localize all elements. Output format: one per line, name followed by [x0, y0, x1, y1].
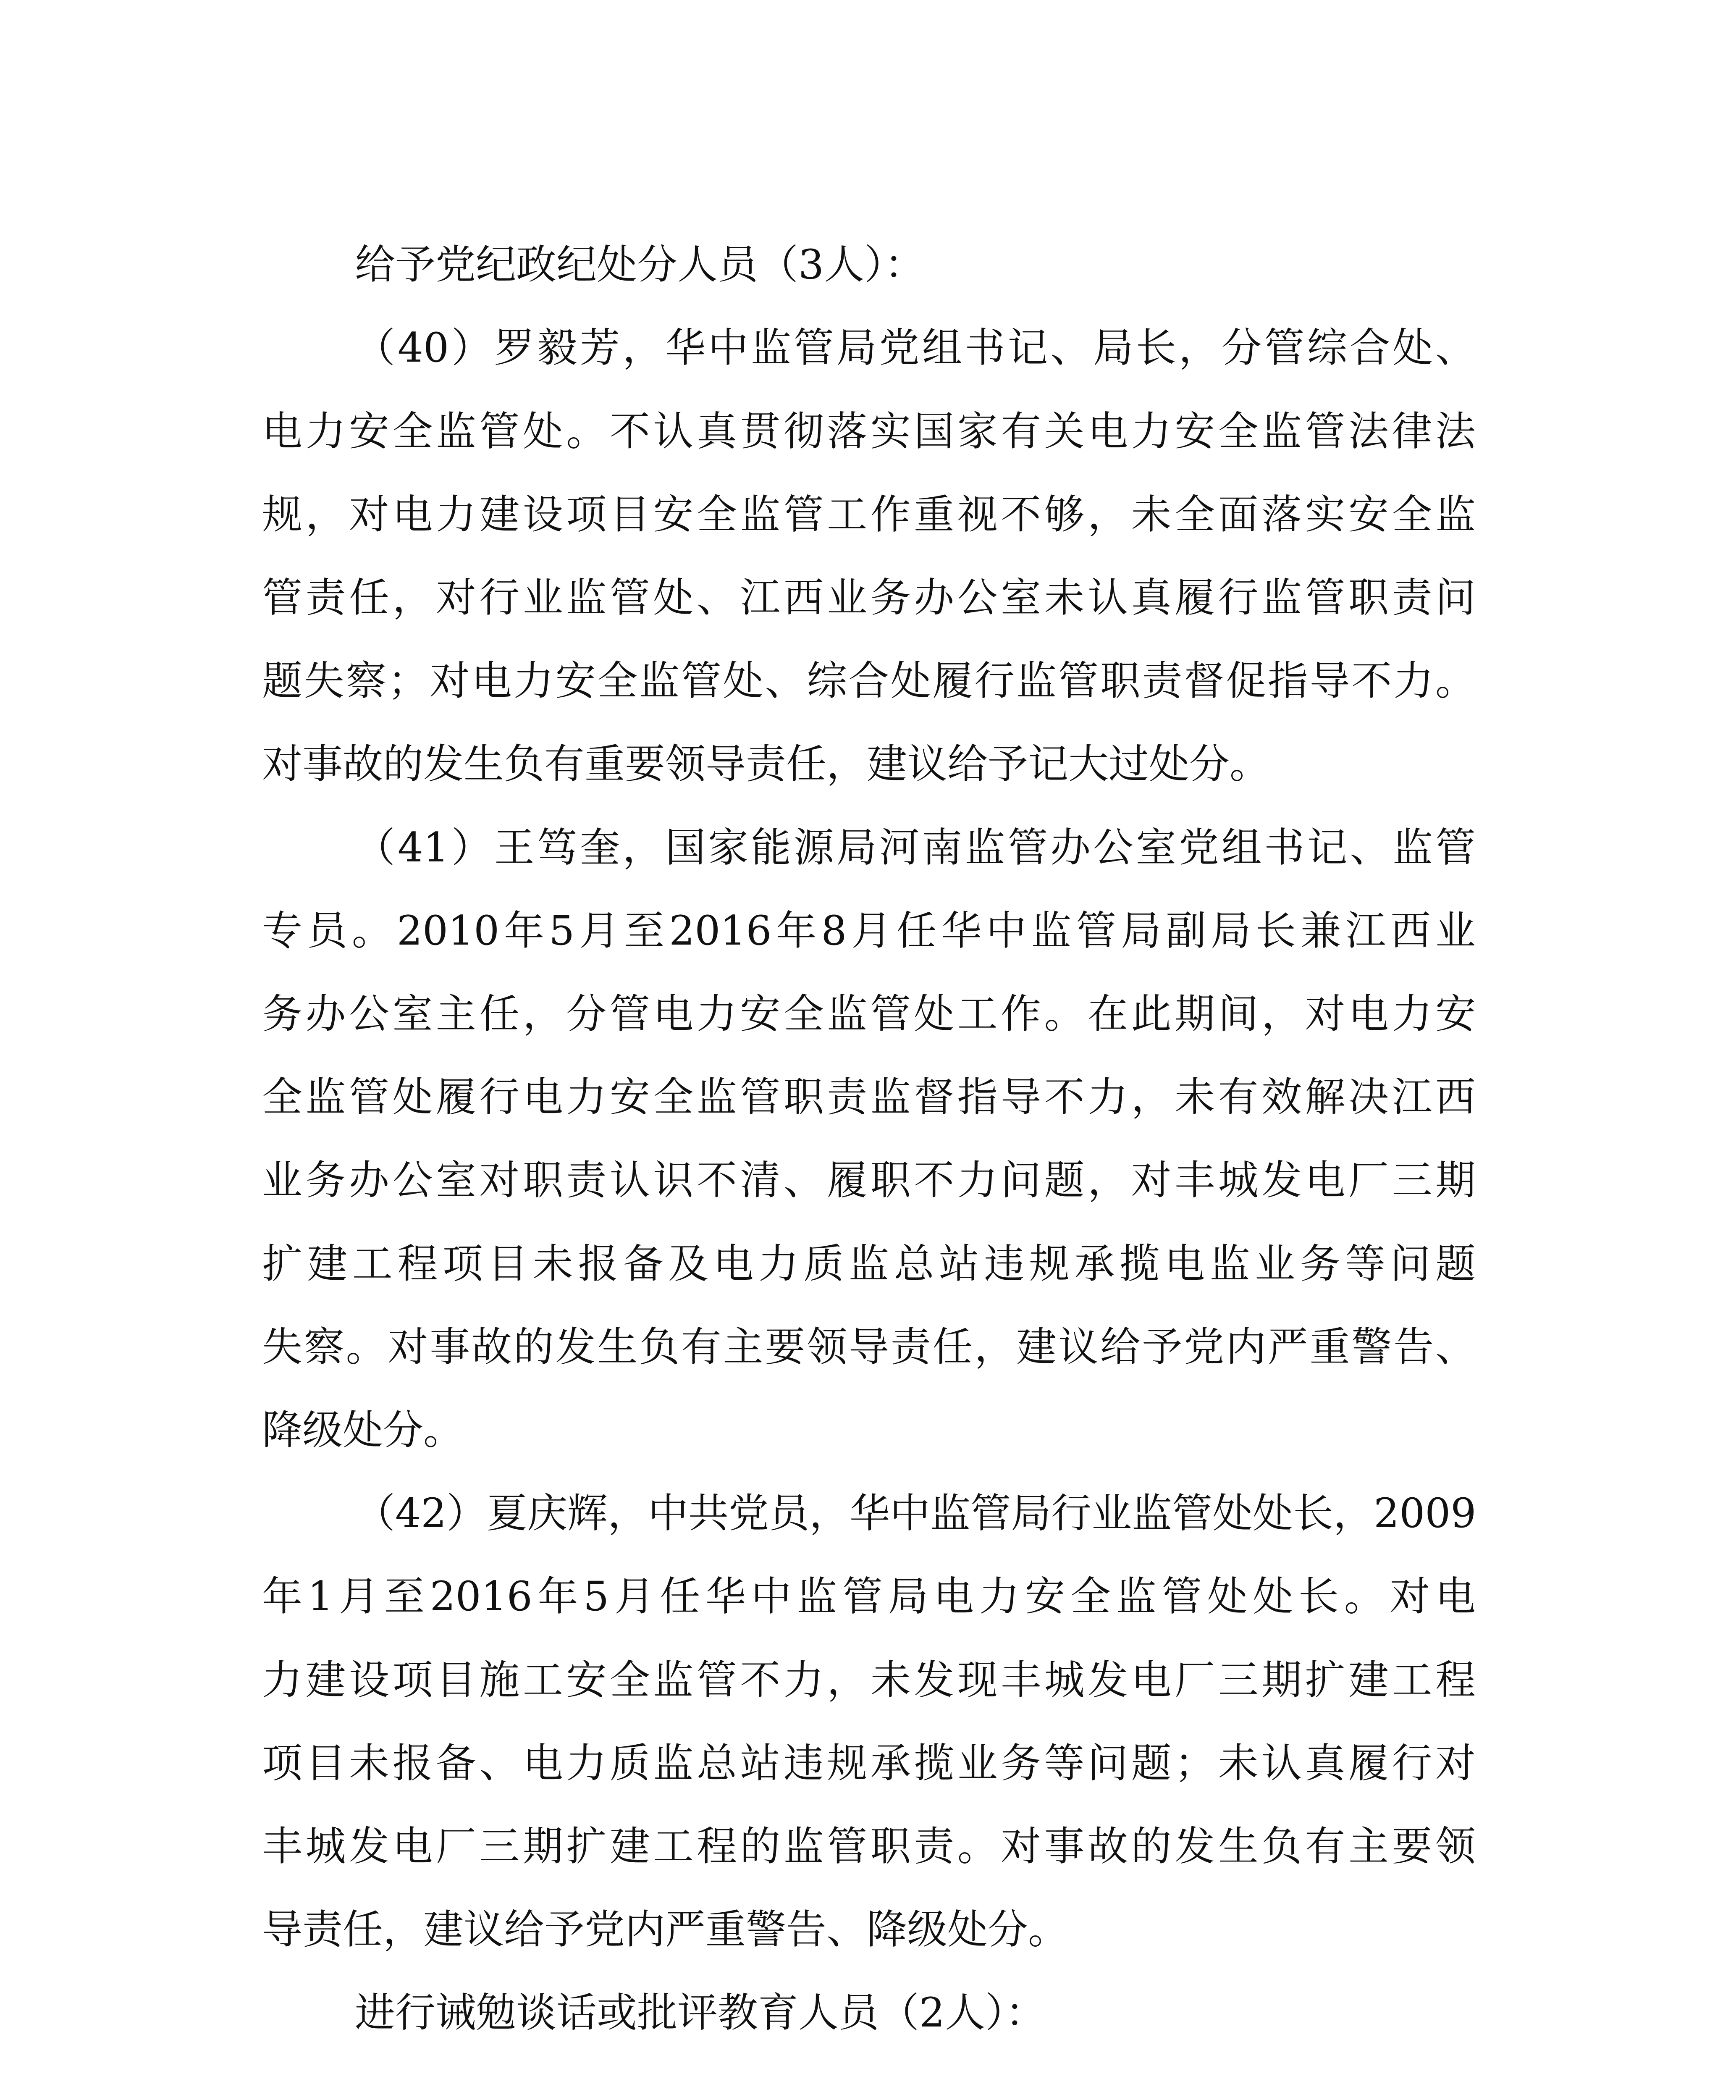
- paragraph-line: 失察。对事故的发生负有主要领导责任，建议给予党内严重警告、: [262, 1323, 1476, 1370]
- paragraph-line: （42）夏庆辉，中共党员，华中监管局行业监管处处长，2009: [355, 1490, 1476, 1537]
- section-heading: 给予党纪政纪处分人员（3人）：: [355, 241, 925, 288]
- paragraph-line: 年1月至2016年5月任华中监管局电力安全监管处处长。对电: [262, 1573, 1476, 1620]
- paragraph-line: 项目未报备、电力质监总站违规承揽业务等问题；未认真履行对: [262, 1740, 1476, 1787]
- paragraph-line: （40）罗毅芳，华中监管局党组书记、局长，分管综合处、: [355, 324, 1476, 371]
- paragraph-line: 业务办公室对职责认识不清、履职不力问题，对丰城发电厂三期: [262, 1157, 1476, 1204]
- paragraph-line: 降级处分。: [262, 1407, 464, 1454]
- paragraph-line: 导责任，建议给予党内严重警告、降级处分。: [262, 1906, 1068, 1953]
- paragraph-line: 对事故的发生负有重要领导责任，建议给予记大过处分。: [262, 740, 1270, 788]
- paragraph-line: 电力安全监管处。不认真贯彻落实国家有关电力安全监管法律法: [262, 408, 1476, 455]
- paragraph-line: 力建设项目施工安全监管不力，未发现丰城发电厂三期扩建工程: [262, 1656, 1476, 1704]
- paragraph-line: 规，对电力建设项目安全监管工作重视不够，未全面落实安全监: [262, 491, 1476, 538]
- paragraph-line: 扩建工程项目未报备及电力质监总站违规承揽电监业务等问题: [262, 1240, 1476, 1287]
- section-heading: 进行诫勉谈话或批评教育人员（2人）：: [355, 1989, 1046, 2036]
- paragraph-line: 管责任，对行业监管处、江西业务办公室未认真履行监管职责问: [262, 574, 1476, 621]
- paragraph-line: （41）王笃奎，国家能源局河南监管办公室党组书记、监管: [355, 824, 1476, 871]
- paragraph-line: 专员。2010年5月至2016年8月任华中监管局副局长兼江西业: [262, 907, 1476, 954]
- paragraph-line: 丰城发电厂三期扩建工程的监管职责。对事故的发生负有主要领: [262, 1823, 1476, 1870]
- paragraph-line: 务办公室主任，分管电力安全监管处工作。在此期间，对电力安: [262, 990, 1476, 1037]
- paragraph-line: 题失察；对电力安全监管处、综合处履行监管职责督促指导不力。: [262, 657, 1476, 704]
- paragraph-line: 全监管处履行电力安全监管职责监督指导不力，未有效解决江西: [262, 1074, 1476, 1121]
